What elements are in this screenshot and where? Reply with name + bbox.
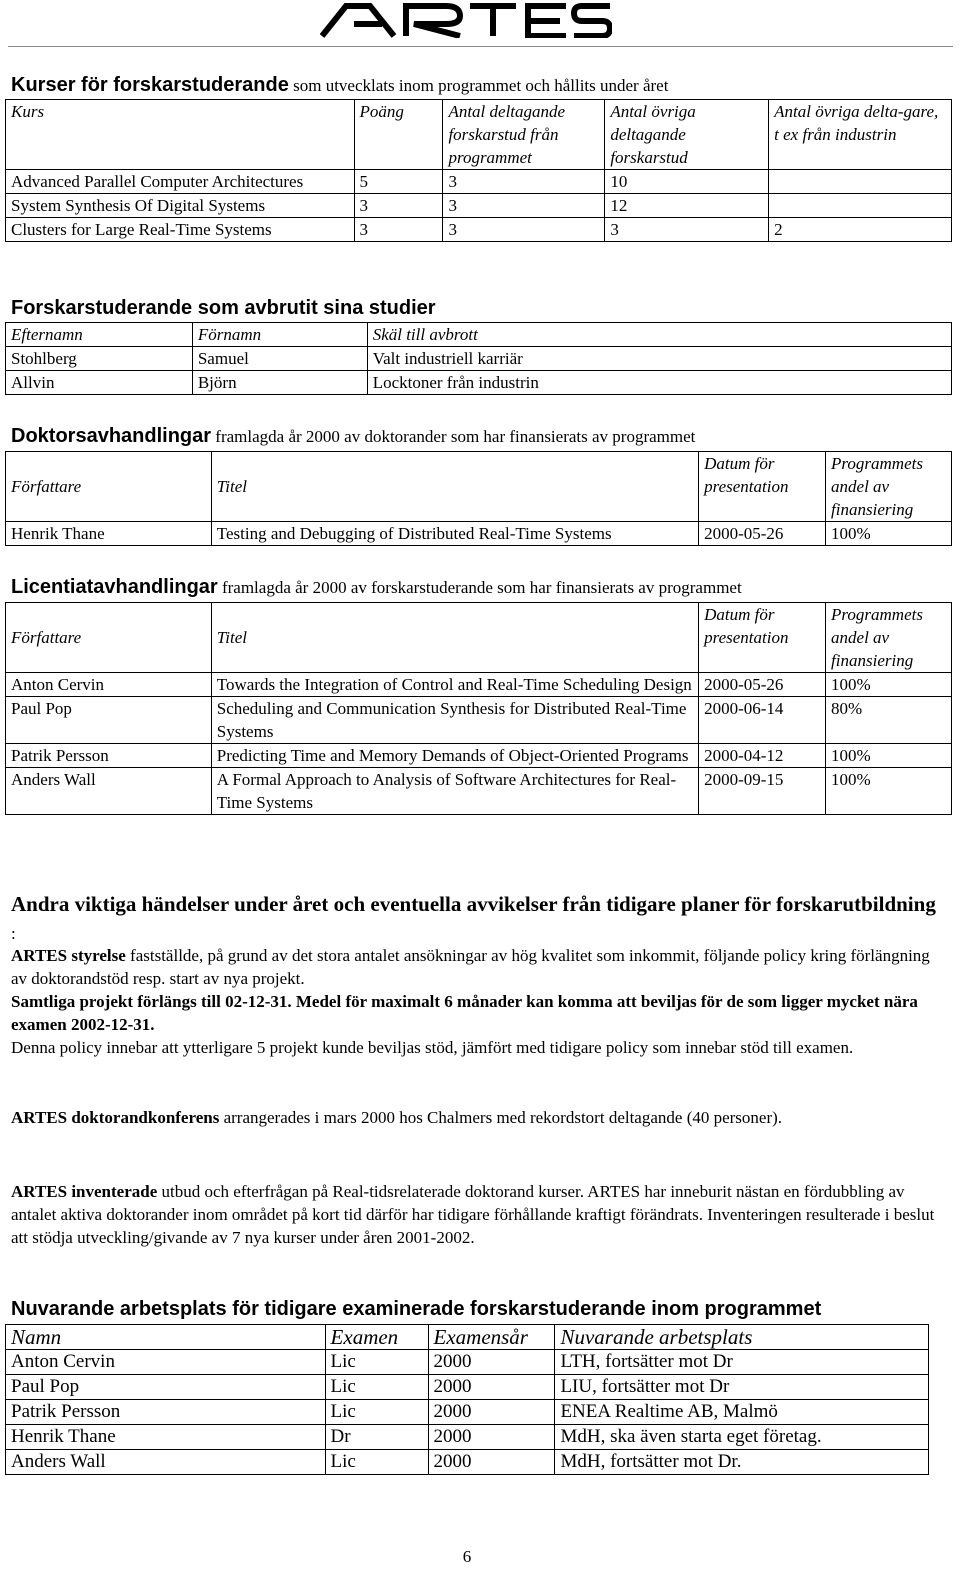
licentiate-heading: Licentiatavhandlingar framlagda år 2000 av forskarstuderande som har finansierats av programmet [11, 576, 742, 598]
doctoral-header-cell: Datum för presentation [699, 452, 826, 522]
table-row [6, 697, 952, 744]
workplaces-header-cell: Namn [6, 1325, 326, 1350]
table-cell: 3 [605, 218, 769, 242]
table-cell: System Synthesis Of Digital Systems [6, 194, 355, 218]
table-row [6, 1375, 929, 1400]
licentiate-table [5, 602, 952, 815]
table-row [6, 522, 952, 546]
dropouts-header-cell: Förnamn [192, 323, 367, 347]
table-cell: ENEA Realtime AB, Malmö [555, 1400, 929, 1425]
table-cell: MdH, ska även starta eget företag. [555, 1425, 929, 1450]
courses-header-row [6, 100, 952, 170]
table-cell: 2000-05-26 [699, 673, 826, 697]
licentiate-header-cell: Datum för presentation [699, 603, 826, 673]
table-cell: 12 [605, 194, 769, 218]
table-cell: Lic [325, 1350, 428, 1375]
courses-header-cell: Antal övriga deltagande forskarstud [605, 100, 769, 170]
table-cell: 3 [354, 194, 443, 218]
doctoral-header-cell: Titel [211, 452, 698, 522]
table-cell: Henrik Thane [6, 522, 212, 546]
workplaces-header-cell: Nuvarande arbetsplats [555, 1325, 929, 1350]
table-cell: Anton Cervin [6, 673, 212, 697]
table-cell: 3 [354, 218, 443, 242]
doctoral-header-cell: Programmets andel av finansiering [826, 452, 952, 522]
table-cell: Dr [325, 1425, 428, 1450]
table-row [6, 371, 952, 395]
table-cell: 2000-09-15 [699, 768, 826, 815]
table-row [6, 170, 952, 194]
dropouts-header-row [6, 323, 952, 347]
workplaces-heading: Nuvarande arbetsplats för tidigare examinerade forskarstuderande inom programmet [11, 1298, 822, 1320]
courses-header-cell: Antal deltagande forskarstud från programmet [443, 100, 605, 170]
events-paragraph-extension: Samtliga projekt förlängs till 02-12-31. Medel för maximalt 6 månader kan komma att beviljas för de som ligger mycket nära examen 2002-12-31. [11, 992, 918, 1034]
events-paragraph-inventory: ARTES inventerade utbud och efterfrågan på Real-tidsrelaterade doktorand kurser. ARTES har inneburit nästan en fördubbling av antalet aktiva doktorander inom området på kort tid därför har tidigare förhållande kraftigt förändrats. Inventeringen resulterade i beslut att stödja utveckling/givande av 7 nya kurser under åren 2001-2002. [11, 1182, 935, 1247]
table-cell: Paul Pop [6, 697, 212, 744]
table-cell: 2000 [428, 1425, 555, 1450]
table-cell: Lic [325, 1400, 428, 1425]
table-cell: Advanced Parallel Computer Architectures [6, 170, 355, 194]
table-cell: Björn [192, 371, 367, 395]
table-cell: Clusters for Large Real-Time Systems [6, 218, 355, 242]
table-cell: 2000-05-26 [699, 522, 826, 546]
table-row [6, 1400, 929, 1425]
table-cell: 3 [443, 218, 605, 242]
workplaces-header-cell: Examen [325, 1325, 428, 1350]
table-cell: A Formal Approach to Analysis of Software Architectures for Real-Time Systems [211, 768, 698, 815]
events-heading: Andra viktiga händelser under året och eventuella avvikelser från tidigare planer för forskarutbildning : [11, 892, 936, 943]
table-cell: 5 [354, 170, 443, 194]
courses-header-cell: Antal övriga delta-gare, t ex från industrin [769, 100, 952, 170]
table-cell: 100% [826, 522, 952, 546]
table-cell: LIU, fortsätter mot Dr [555, 1375, 929, 1400]
table-cell: Paul Pop [6, 1375, 326, 1400]
table-cell: Henrik Thane [6, 1425, 326, 1450]
doctoral-table [5, 451, 952, 546]
licentiate-header-cell: Titel [211, 603, 698, 673]
courses-header-cell: Kurs [6, 100, 355, 170]
events-paragraph-board: ARTES styrelse fastställde, på grund av det stora antalet ansökningar av hög kvalitet som inkommit, följande policy kring förlängning av doktorandstöd resp. start av nya projekt. [11, 946, 930, 988]
doctoral-heading: Doktorsavhandlingar framlagda år 2000 av doktorander som har finansierats av programmet [11, 425, 696, 447]
table-cell: 2000 [428, 1375, 555, 1400]
table-cell: Towards the Integration of Control and Real-Time Scheduling Design [211, 673, 698, 697]
doctoral-header-cell: Författare [6, 452, 212, 522]
dropouts-table [5, 322, 952, 395]
table-cell: 2000-04-12 [699, 744, 826, 768]
table-cell: 3 [443, 194, 605, 218]
table-cell: Patrik Persson [6, 1400, 326, 1425]
licentiate-header-row [6, 603, 952, 673]
table-row [6, 347, 952, 371]
licentiate-header-cell: Författare [6, 603, 212, 673]
table-cell: 100% [826, 744, 952, 768]
table-cell: Anders Wall [6, 768, 212, 815]
header-rule [8, 46, 953, 47]
events-paragraph-conference: ARTES doktorandkonferens arrangerades i mars 2000 hos Chalmers med rekordstort deltagande (40 personer). [11, 1108, 783, 1127]
page-number: 6 [462, 1547, 472, 1566]
table-cell: Valt industriell karriär [367, 347, 951, 371]
table-cell: 2000 [428, 1400, 555, 1425]
dropouts-heading: Forskarstuderande som avbrutit sina studier [11, 297, 436, 319]
table-cell: Lic [325, 1450, 428, 1475]
table-row [6, 768, 952, 815]
courses-heading: Kurser för forskarstuderande som utvecklats inom programmet och hållits under året [11, 74, 669, 96]
table-row [6, 673, 952, 697]
table-cell: 80% [826, 697, 952, 744]
table-cell [769, 194, 952, 218]
table-cell: Samuel [192, 347, 367, 371]
table-cell: 2000 [428, 1350, 555, 1375]
table-cell: LTH, fortsätter mot Dr [555, 1350, 929, 1375]
table-cell: Testing and Debugging of Distributed Real-Time Systems [211, 522, 698, 546]
table-row [6, 744, 952, 768]
table-cell: MdH, fortsätter mot Dr. [555, 1450, 929, 1475]
table-cell: Stohlberg [6, 347, 193, 371]
table-cell: 2000-06-14 [699, 697, 826, 744]
events-paragraph-policy: Denna policy innebar att ytterligare 5 projekt kunde beviljas stöd, jämfört med tidigare policy som innebar stöd till examen. [11, 1038, 854, 1057]
courses-header-cell: Poäng [354, 100, 443, 170]
licentiate-header-cell: Programmets andel av finansiering [826, 603, 952, 673]
table-cell: Predicting Time and Memory Demands of Object-Oriented Programs [211, 744, 698, 768]
table-cell: 100% [826, 768, 952, 815]
dropouts-header-cell: Efternamn [6, 323, 193, 347]
table-cell: Anders Wall [6, 1450, 326, 1475]
table-cell: 2 [769, 218, 952, 242]
table-cell: 100% [826, 673, 952, 697]
courses-table [5, 99, 952, 242]
table-cell: Lic [325, 1375, 428, 1400]
table-row [6, 1350, 929, 1375]
table-row [6, 1450, 929, 1475]
table-cell: Patrik Persson [6, 744, 212, 768]
dropouts-header-cell: Skäl till avbrott [367, 323, 951, 347]
table-row [6, 218, 952, 242]
doctoral-header-row [6, 452, 952, 522]
table-cell: Allvin [6, 371, 193, 395]
workplaces-table [5, 1324, 929, 1475]
table-row [6, 194, 952, 218]
workplaces-header-cell: Examensår [428, 1325, 555, 1350]
table-cell: 3 [443, 170, 605, 194]
workplaces-header-row [6, 1325, 929, 1350]
table-cell: Anton Cervin [6, 1350, 326, 1375]
table-row [6, 1425, 929, 1450]
table-cell: 2000 [428, 1450, 555, 1475]
table-cell: 10 [605, 170, 769, 194]
artes-logo [320, 2, 612, 38]
table-cell [769, 170, 952, 194]
table-cell: Scheduling and Communication Synthesis for Distributed Real-Time Systems [211, 697, 698, 744]
table-cell: Locktoner från industrin [367, 371, 951, 395]
